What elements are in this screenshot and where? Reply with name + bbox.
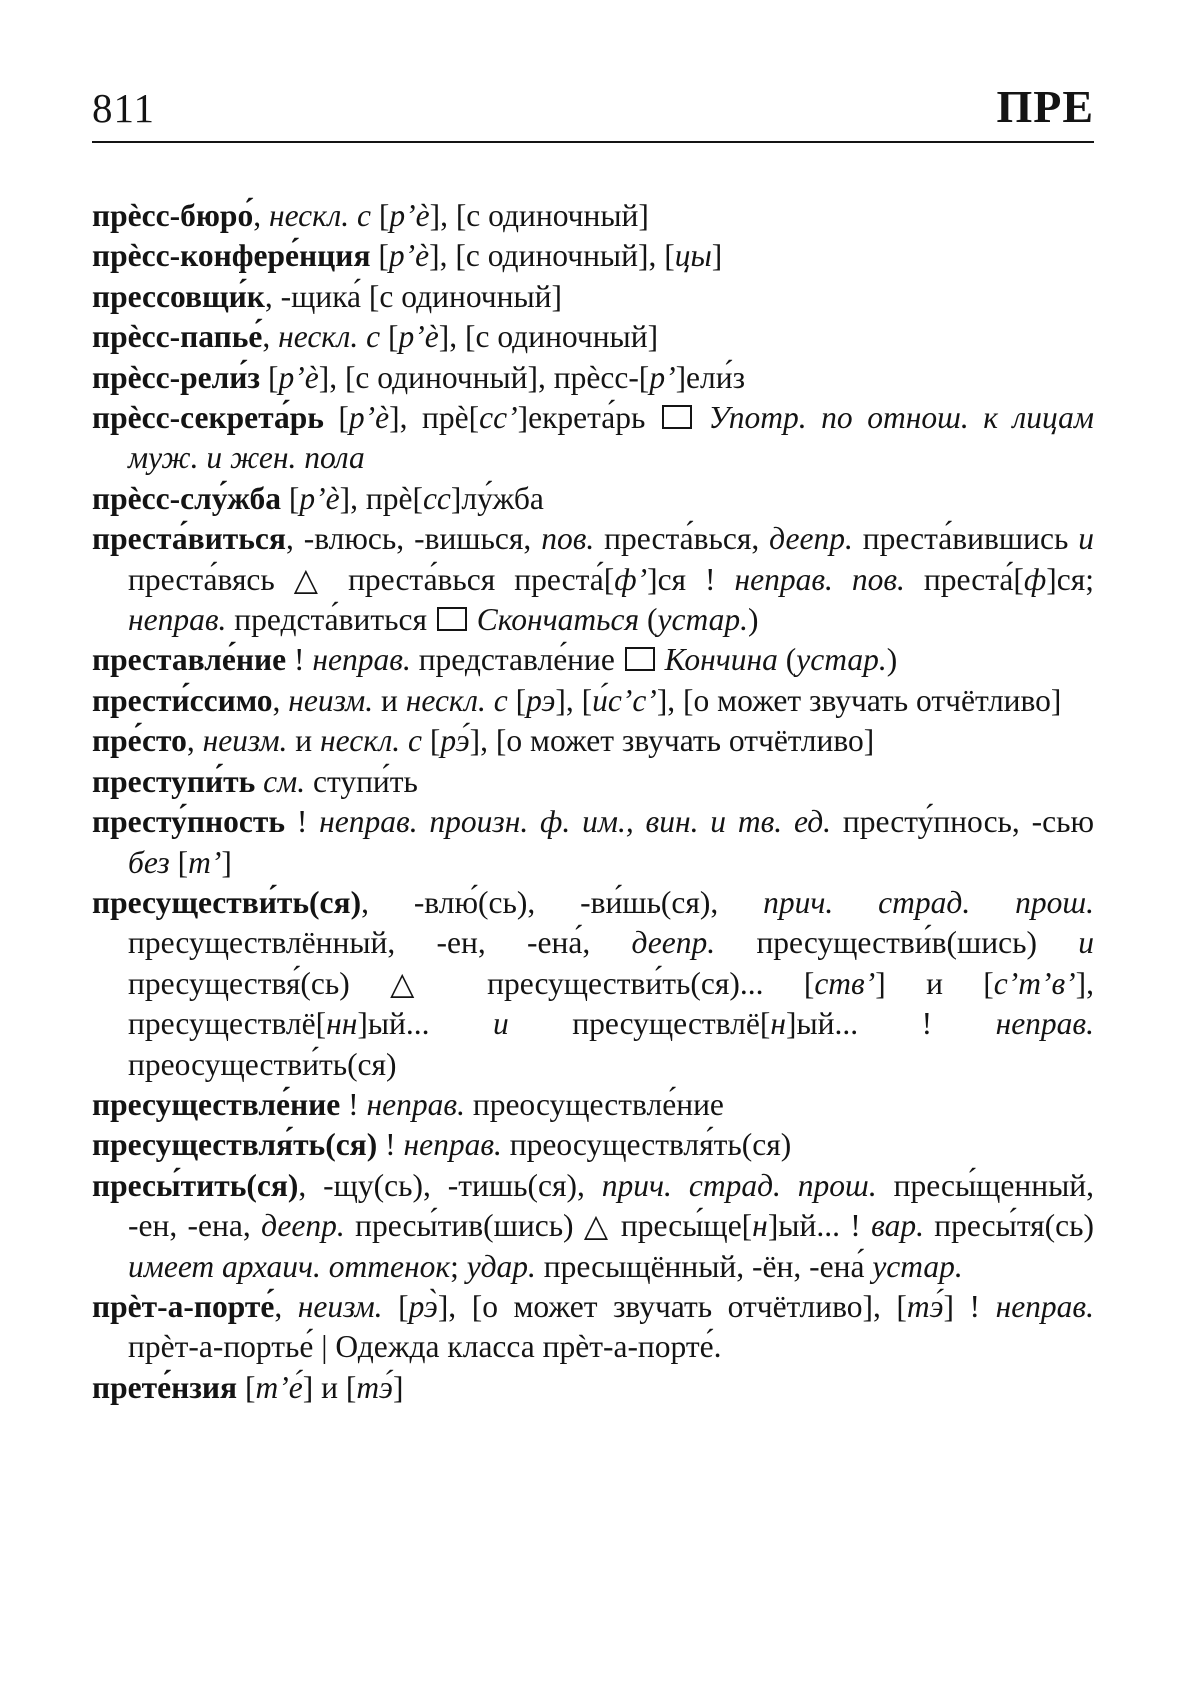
entry-headword: прести́ссимо xyxy=(92,682,273,718)
italic-note: н xyxy=(770,1006,786,1042)
entry-text: [ xyxy=(169,844,189,880)
entry-headword: прѐсс-папье́ xyxy=(92,319,263,355)
italic-note: ссʼ xyxy=(479,400,518,436)
entry-text: [ xyxy=(507,682,527,718)
italic-note: тэ́ xyxy=(906,1288,944,1324)
entry-text: преста́вясь △ преста́вься преста́[ xyxy=(128,561,615,597)
entry-text: [ xyxy=(370,198,390,233)
italic-note: устар. xyxy=(796,642,887,678)
italic-note: рʼ xyxy=(649,359,676,395)
entry-text: престу́пнось, -сью xyxy=(831,804,1094,840)
italic-note: неправ. xyxy=(312,642,411,678)
entry-text: ] и [ xyxy=(302,1369,357,1405)
entry-text: [ xyxy=(422,723,441,759)
dictionary-entry xyxy=(92,196,1094,236)
entry-text: , xyxy=(253,198,269,233)
italic-note: и xyxy=(1078,925,1094,961)
italic-note: тʼ xyxy=(188,844,222,880)
entry-text: ], [ xyxy=(555,682,593,718)
italic-note: имеет архаич. оттенок xyxy=(128,1248,451,1284)
entry-text: ], [о может звучать отчётливо] xyxy=(469,723,875,759)
box-marker-icon xyxy=(662,405,692,429)
entry-text: ]ый... ! xyxy=(785,1006,996,1042)
dictionary-entry xyxy=(92,1085,1094,1125)
entry-headword: пресы́тить(ся) xyxy=(92,1167,299,1203)
entry-text: [ xyxy=(323,400,349,436)
italic-note: неправ. xyxy=(995,1006,1094,1042)
entry-headword: пресуществля́ть(ся) xyxy=(92,1127,378,1163)
dictionary-entry xyxy=(92,1125,1094,1165)
entry-headword: прѐсс-секрета́рь xyxy=(92,400,324,436)
dictionary-entry xyxy=(92,398,1094,479)
entry-text: прѐт-а-портье́ | Одежда класса прѐт-а-порте́. xyxy=(128,1329,722,1365)
entry-list xyxy=(92,196,1094,1408)
entry-headword: прѐсс-рели́з xyxy=(92,359,261,395)
italic-note: неизм. xyxy=(288,682,374,718)
italic-note: рэ́ xyxy=(440,723,470,759)
entry-text: ]екрета́рь xyxy=(517,400,660,436)
entry-headword: прѐт-а-порте́ xyxy=(92,1288,275,1324)
entry-headword: престу́пность xyxy=(92,804,285,840)
italic-note: прич. страд. прош. xyxy=(763,884,1094,920)
dictionary-entry xyxy=(92,479,1094,519)
entry-text: ! xyxy=(284,804,320,840)
dictionary-entry xyxy=(92,1287,1094,1368)
entry-text: ]ый... xyxy=(357,1006,493,1042)
dictionary-entry xyxy=(92,883,1094,1085)
italic-note: рʼѐ xyxy=(388,238,430,274)
italic-note: неправ. xyxy=(995,1288,1094,1324)
entry-text: , -щика́ [с одиночный] xyxy=(264,278,562,314)
entry-text: ], [с одиночный] xyxy=(438,319,659,355)
italic-note: пов. xyxy=(541,521,595,557)
entry-text: , xyxy=(274,1288,298,1324)
entry-text: ) xyxy=(886,642,898,678)
italic-note: нескл. с xyxy=(278,319,381,355)
dictionary-entry xyxy=(92,277,1094,317)
italic-note: рэ̀ xyxy=(408,1288,438,1324)
entry-headword: преставле́ние xyxy=(92,642,287,678)
italic-note: рʼѐ xyxy=(278,359,319,395)
entry-text: ] xyxy=(392,1369,404,1405)
entry-text xyxy=(657,642,665,677)
entry-text: ! xyxy=(377,1127,404,1163)
entry-text: ] xyxy=(711,238,723,274)
dictionary-entry xyxy=(92,802,1094,883)
dictionary-entry xyxy=(92,721,1094,761)
guide-word: ПРЕ xyxy=(996,81,1094,132)
italic-note: нескл. с xyxy=(268,198,371,233)
entry-text: преосуществи́ть(ся) xyxy=(128,1046,397,1082)
entry-text: ступи́ть xyxy=(305,763,418,799)
header-rule xyxy=(92,141,1094,143)
italic-note: и xyxy=(1078,521,1094,557)
entry-text: пресы́тя(сь) xyxy=(923,1208,1094,1244)
italic-note: деепр. xyxy=(631,925,716,961)
dictionary-entry xyxy=(92,317,1094,357)
entry-text: ], [с одиночный], прѐсс-[ xyxy=(318,359,650,395)
italic-note: неизм. xyxy=(297,1288,383,1324)
italic-note: фʼ xyxy=(614,561,648,597)
italic-note: рʼѐ xyxy=(348,400,390,436)
italic-note: нн xyxy=(326,1006,358,1042)
entry-text: пресуществя́(сь) △ пресуществи́ть(ся)... [ xyxy=(128,965,815,1001)
italic-note: без xyxy=(128,844,170,880)
entry-headword: преста́виться xyxy=(92,521,286,557)
entry-text: преосуществле́ние xyxy=(464,1086,724,1122)
italic-note: тʼе́ xyxy=(255,1369,303,1405)
entry-text: преосуществля́ть(ся) xyxy=(501,1127,792,1163)
entry-text: и xyxy=(287,723,321,759)
entry-text: , -влюсь, -вишься, xyxy=(285,521,542,557)
entry-text: [ xyxy=(382,1288,409,1324)
entry-headword: пресуществле́ние xyxy=(92,1086,341,1122)
entry-text: представле́ние xyxy=(410,642,623,678)
italic-note: Кончина xyxy=(664,642,778,678)
italic-note: тэ́ xyxy=(356,1369,393,1405)
entry-text: ] ! xyxy=(943,1288,996,1324)
entry-text: [ xyxy=(370,238,389,274)
page-header xyxy=(92,80,1094,140)
box-marker-icon xyxy=(437,607,467,631)
entry-headword: прете́нзия xyxy=(92,1369,238,1405)
italic-note: н xyxy=(752,1208,768,1244)
entry-headword: пресуществи́ть(ся) xyxy=(92,884,362,920)
entry-text xyxy=(469,602,477,637)
entry-text: пресуществлённый, -ен, -ена́, xyxy=(128,925,632,961)
entry-text: ]лу́жба xyxy=(450,480,544,516)
entry-headword: прессовщи́к xyxy=(92,278,265,314)
entry-headword: преступи́ть xyxy=(92,763,256,799)
entry-text: , -влю́(сь), -ви́шь(ся), xyxy=(361,884,764,920)
entry-text: и xyxy=(373,682,406,718)
italic-note: сʼтʼвʼ xyxy=(993,965,1076,1001)
italic-note: неправ. xyxy=(403,1127,502,1163)
italic-note: нескл. с xyxy=(320,723,423,759)
entry-text: пресы́щенный, -ен, -ена, xyxy=(128,1167,1094,1244)
dictionary-entry xyxy=(92,681,1094,721)
entry-headword: прѐсс-слу́жба xyxy=(92,480,282,516)
entry-text: [ xyxy=(260,359,279,395)
entry-text: [ xyxy=(281,480,300,516)
italic-note: рʼѐ xyxy=(398,319,439,355)
italic-note: рʼѐ xyxy=(299,480,340,516)
entry-text: пресы́тив(шись) △ пресы́ще[ xyxy=(344,1208,753,1244)
entry-text: ], [о может звучать отчётливо] xyxy=(656,682,1062,718)
italic-note: Скончаться xyxy=(476,602,640,638)
entry-text: ] и [ xyxy=(875,965,994,1001)
entry-text: [ xyxy=(380,319,399,355)
italic-note: рʼѐ xyxy=(389,198,430,233)
italic-note: сс xyxy=(422,480,451,516)
entry-headword: пре́сто xyxy=(92,723,187,759)
entry-text: пресыщённый, -ён, -ена́ xyxy=(535,1248,873,1284)
italic-note: и xyxy=(493,1006,509,1042)
entry-text: ], [о может звучать отчётливо], [ xyxy=(437,1288,907,1324)
italic-note: вар. xyxy=(871,1208,924,1244)
italic-note: удар. xyxy=(466,1248,536,1284)
entry-text: , xyxy=(262,319,279,355)
entry-text: ; xyxy=(450,1248,467,1284)
entry-text: ) xyxy=(747,602,759,638)
dictionary-entry xyxy=(92,640,1094,680)
entry-text: ]ся ! xyxy=(647,561,735,597)
entry-text: [ xyxy=(237,1369,256,1405)
entry-headword: прѐсс-бюро́ xyxy=(92,198,254,233)
dictionary-entry xyxy=(92,236,1094,276)
italic-note: см. xyxy=(263,763,306,799)
italic-note: и́сʼсʼ xyxy=(592,682,657,718)
entry-text: пресуществи́в(шись) xyxy=(715,925,1079,961)
dictionary-entry xyxy=(92,358,1094,398)
italic-note: нескл. с xyxy=(405,682,508,718)
italic-note: неправ. xyxy=(128,602,227,638)
italic-note: ф xyxy=(1023,561,1047,597)
italic-note: устар. xyxy=(872,1248,963,1284)
entry-text: ], [с одиночный] xyxy=(429,198,649,233)
dictionary-entry xyxy=(92,1368,1094,1408)
entry-text: ], пресуществлё[ xyxy=(128,965,1094,1042)
entry-text: преста́вься, xyxy=(594,521,770,557)
italic-note: ствʼ xyxy=(814,965,876,1001)
italic-note: неправ. пов. xyxy=(734,561,905,597)
entry-text: пресуществлё[ xyxy=(508,1006,771,1042)
italic-note: рэ xyxy=(526,682,556,718)
entry-text xyxy=(255,764,263,799)
italic-note: Употр. по отнош. к лицам муж. и жен. пола xyxy=(128,400,1094,476)
entry-text: ]ся; xyxy=(1046,561,1094,597)
italic-note: неправ. произн. ф. им., вин. и тв. ед. xyxy=(319,804,832,840)
entry-text: преста́[ xyxy=(904,561,1024,597)
italic-note: цы xyxy=(674,238,712,274)
entry-text: , -щу(сь), -тишь(ся), xyxy=(298,1167,602,1203)
entry-text: ]ели́з xyxy=(675,359,746,395)
entry-text: ]ый... ! xyxy=(767,1208,872,1244)
entry-text: ! xyxy=(286,642,313,678)
entry-text: преста́вившись xyxy=(852,521,1079,557)
entry-text: предста́виться xyxy=(226,602,435,638)
entry-text: , xyxy=(186,723,203,759)
entry-text: ] xyxy=(221,844,232,880)
page-number: 811 xyxy=(92,85,155,131)
entry-text xyxy=(694,400,709,435)
dictionary-entry xyxy=(92,1166,1094,1287)
italic-note: устар. xyxy=(657,602,748,638)
entry-text: ( xyxy=(639,602,658,638)
entry-text: ], прѐ[ xyxy=(389,400,480,436)
entry-text: ( xyxy=(777,642,797,678)
entry-text: ], [с одиночный], [ xyxy=(429,238,675,274)
box-marker-icon xyxy=(625,647,655,671)
entry-headword: прѐсс-конфере́нция xyxy=(92,238,371,274)
italic-note: неизм. xyxy=(202,723,288,759)
italic-note: прич. страд. прош. xyxy=(601,1167,877,1203)
italic-note: деепр. xyxy=(261,1208,345,1244)
dictionary-entry xyxy=(92,519,1094,640)
italic-note: неправ. xyxy=(366,1086,465,1122)
dictionary-entry xyxy=(92,762,1094,802)
entry-text: ], прѐ[ xyxy=(339,480,423,516)
entry-text: , xyxy=(272,682,289,718)
italic-note: деепр. xyxy=(769,521,853,557)
entry-text: ! xyxy=(340,1086,367,1122)
